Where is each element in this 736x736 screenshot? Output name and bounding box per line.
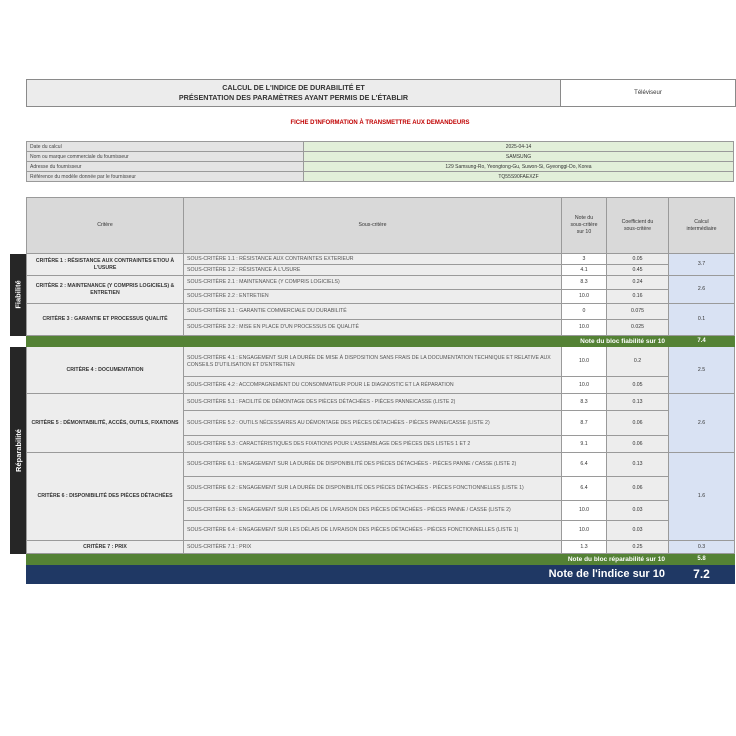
coef-cell: 0.25 [607,541,669,554]
coef-cell: 0.13 [607,453,669,477]
table-row [27,276,735,290]
col-header-calc [669,198,735,254]
critere-cell: CRITÈRE 6 : DISPONIBILITÉ DES PIÈCES DÉTACHÉES [27,453,184,541]
table-header-row [27,198,735,254]
table-row [27,394,735,411]
note-cell: 10.0 [562,377,607,394]
document-title [27,80,561,106]
table-row [27,347,735,377]
table-row [27,453,735,477]
col-header-calc-l1: Calcul [694,218,709,225]
note-cell: 4.1 [562,265,607,276]
sous-critere-cell: SOUS-CRITÈRE 6.1 : ENGAGEMENT SUR LA DURÉE DE DISPONIBILITÉ DES PIÈCES DÉTACHÉES - PIÈCES PANNE / CASSE (LISTE 2) [184,453,562,477]
fiabilite-summary [27,336,735,347]
sous-critere-cell: SOUS-CRITÈRE 4.1 : ENGAGEMENT SUR LA DURÉE DE MISE À DISPOSITION SANS FRAIS DE LA DOCUMENTATION TECHNIQUE ET RELATIVE AUX CONSEILS D'UTILISATION ET D'ENTRETIEN [184,347,562,377]
note-cell: 3 [562,254,607,265]
reparabilite-section [27,347,735,554]
critere-cell: CRITÈRE 2 : MAINTENANCE (Y COMPRIS LOGICIELS) & ENTRETIEN [27,276,184,304]
durability-table [26,197,735,584]
sous-critere-cell: SOUS-CRITÈRE 6.3 : ENGAGEMENT SUR LES DÉLAIS DE LIVRAISON DES PIÈCES DÉTACHÉES - PIÈCES PANNE / CASSE (LISTE 2) [184,501,562,521]
coef-cell: 0.05 [607,254,669,265]
sous-critere-cell: SOUS-CRITÈRE 2.1 : MAINTENANCE (Y COMPRIS LOGICIELS) [184,276,562,290]
col-header-note-l1: Note du [574,215,594,221]
subtitle: FICHE D'INFORMATION À TRANSMETTRE AUX DEMANDEURS [290,120,470,126]
sous-critere-cell: SOUS-CRITÈRE 1.1 : RÉSISTANCE AUX CONTRAINTES EXTERIEUR [184,254,562,265]
sous-critere-cell: SOUS-CRITÈRE 4.2 : ACCOMPAGNEMENT DU CONSOMMATEUR POUR LE DIAGNOSTIC ET LA RÉPARATION [184,377,562,394]
col-header-critere: Critère [27,198,184,254]
col-header-coef-l2: sous-critère [623,225,652,232]
sous-critere-cell: SOUS-CRITÈRE 3.2 : MISE EN PLACE D'UN PROCESSUS DE QUALITÉ [184,320,562,336]
coef-cell: 0.06 [607,477,669,501]
calcul-cell: 3.7 [669,254,735,276]
col-header-coef-l1: Coefficient du [621,218,654,225]
coef-cell: 0.05 [607,377,669,394]
coef-cell: 0.06 [607,411,669,436]
fiabilite-bloc-row [27,336,735,347]
col-header-sous-critere: Sous-critère [184,198,562,254]
note-cell: 10.0 [562,501,607,521]
calcul-cell: 1.6 [669,453,735,541]
note-cell: 0 [562,304,607,320]
critere-cell: CRITÈRE 5 : DÉMONTABILITÉ, ACCÈS, OUTILS, FIXATIONS [27,394,184,453]
note-cell: 6.4 [562,453,607,477]
reparabilite-bloc-label: Note du bloc réparabilité sur 10 [27,554,669,565]
sous-critere-cell: SOUS-CRITÈRE 5.3 : CARACTÉRISTIQUES DES FIXATIONS POUR L'ASSEMBLAGE DES PIÈCES DES LISTES 1 ET 2 [184,436,562,453]
note-cell: 10.0 [562,521,607,541]
coef-cell: 0.2 [607,347,669,377]
calcul-cell: 2.6 [669,276,735,304]
info-value: 2025-04-14 [304,142,734,152]
note-cell: 1.3 [562,541,607,554]
title-line-2: PRÉSENTATION DES PARAMÈTRES AYANT PERMIS DE L'ÉTABLIR [178,93,409,102]
reparabilite-band [10,347,26,554]
note-cell: 6.4 [562,477,607,501]
table-row [27,254,735,265]
indice-label: Note de l'indice sur 10 [27,565,669,584]
indice-row [27,565,735,584]
col-header-note-l2: sous-critère [570,222,598,228]
coef-cell: 0.03 [607,501,669,521]
coef-cell: 0.24 [607,276,669,290]
calcul-cell: 2.5 [669,347,735,394]
reparabilite-band-label: Réparabilité [13,428,23,472]
sous-critere-cell: SOUS-CRITÈRE 1.2 : RÉSISTANCE À L'USURE [184,265,562,276]
info-table [26,141,734,182]
info-value: TQ55S90FAEXZF [304,172,734,182]
sous-critere-cell: SOUS-CRITÈRE 5.1 : FACILITÉ DE DÉMONTAGE DES PIÈCES DÉTACHÉES - PIÈCES PANNE/CASSE (LISTE 2) [184,394,562,411]
info-label: Date du calcul [27,142,304,152]
title-line-1: CALCUL DE L'INDICE DE DURABILITÉ ET [222,83,365,92]
sous-critere-cell: SOUS-CRITÈRE 3.1 : GARANTIE COMMERCIALE DU DURABILITÉ [184,304,562,320]
critere-cell: CRITÈRE 1 : RÉSISTANCE AUX CONTRAINTES ET/OU À L'USURE [27,254,184,276]
calcul-cell: 0.1 [669,304,735,336]
info-row [27,142,734,152]
sous-critere-cell: SOUS-CRITÈRE 2.2 : ENTRETIEN [184,290,562,304]
info-row [27,162,734,172]
sous-critere-cell: SOUS-CRITÈRE 6.4 : ENGAGEMENT SUR LES DÉLAIS DE LIVRAISON DES PIÈCES DÉTACHÉES - PIÈCES FONCTIONNELLES (LISTE 1) [184,521,562,541]
sous-critere-cell: SOUS-CRITÈRE 5.2 : OUTILS NÉCESSAIRES AU DÉMONTAGE DES PIÈCES DÉTACHÉES - PIÈCES PANNE/CASSE (LISTE 2) [184,411,562,436]
note-cell: 8.7 [562,411,607,436]
col-header-note [562,198,607,254]
note-cell: 10.0 [562,347,607,377]
coef-cell: 0.06 [607,436,669,453]
coef-cell: 0.075 [607,304,669,320]
critere-cell: CRITÈRE 7 : PRIX [27,541,184,554]
coef-cell: 0.16 [607,290,669,304]
note-cell: 10.0 [562,320,607,336]
coef-cell: 0.45 [607,265,669,276]
fiabilite-band-label: Fiabilité [13,280,23,309]
note-cell: 8.3 [562,276,607,290]
reparabilite-bloc-value: 5.8 [669,554,735,565]
fiabilite-section [27,254,735,336]
note-cell: 10.0 [562,290,607,304]
calcul-cell: 2.6 [669,394,735,453]
info-value: 129 Samsung-Ro, Yeongtong-Gu, Suwon-Si, Gyeonggi-Do, Korea [304,162,734,172]
reparabilite-bloc-row [27,554,735,565]
coef-cell: 0.13 [607,394,669,411]
note-cell: 9.1 [562,436,607,453]
note-cell: 8.3 [562,394,607,411]
col-header-note-l3: sur 10 [576,229,592,235]
info-row [27,152,734,162]
table-row [27,541,735,554]
header-box [26,79,736,107]
critere-cell: CRITÈRE 4 : DOCUMENTATION [27,347,184,394]
col-header-coef [607,198,669,254]
info-row [27,172,734,182]
sous-critere-cell: SOUS-CRITÈRE 7.1 : PRIX [184,541,562,554]
reparabilite-summary [27,554,735,584]
info-value: SAMSUNG [304,152,734,162]
col-header-calc-l2: intermédiaire [686,225,717,232]
info-label: Adresse du fournisseur [27,162,304,172]
sous-critere-cell: SOUS-CRITÈRE 6.2 : ENGAGEMENT SUR LA DURÉE DE DISPONIBILITÉ DES PIÈCES DÉTACHÉES - PIÈCES FONCTIONNELLES (LISTE 1) [184,477,562,501]
fiabilite-bloc-label: Note du bloc fiabilité sur 10 [27,336,669,347]
table-row [27,304,735,320]
product-category: Téléviseur [634,90,662,96]
coef-cell: 0.03 [607,521,669,541]
info-label: Référence du modèle donnée par le fournisseur [27,172,304,182]
critere-cell: CRITÈRE 3 : GARANTIE ET PROCESSUS QUALITÉ [27,304,184,336]
fiabilite-bloc-value: 7.4 [669,336,735,347]
coef-cell: 0.025 [607,320,669,336]
fiabilite-band [10,254,26,336]
calcul-cell: 0.3 [669,541,735,554]
indice-value: 7.2 [669,565,735,584]
info-label: Nom ou marque commerciale du fournisseur [27,152,304,162]
